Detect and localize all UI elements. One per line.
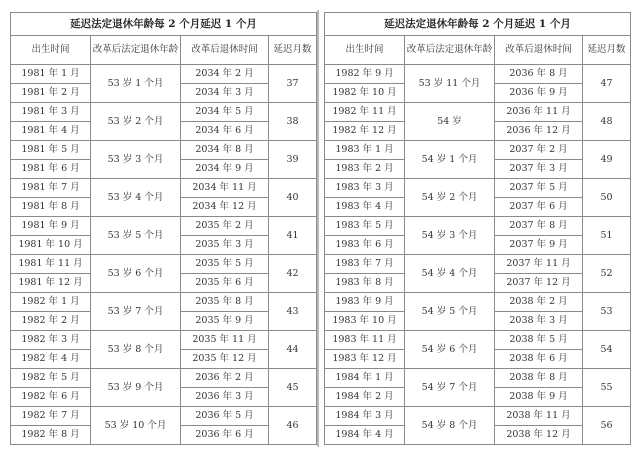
retirement-time-cell: 2038 年 6 月 (495, 350, 583, 369)
retirement-time-cell: 2038 年 5 月 (495, 331, 583, 350)
retirement-age-cell: 54 岁 6 个月 (405, 331, 495, 369)
birth-time-cell: 1982 年 4 月 (11, 350, 91, 369)
retirement-age-cell: 53 岁 8 个月 (91, 331, 181, 369)
table-row (11, 369, 317, 388)
birth-time-cell: 1981 年 5 月 (11, 141, 91, 160)
birth-time-cell: 1982 年 8 月 (11, 426, 91, 445)
retirement-age-cell: 54 岁 4 个月 (405, 255, 495, 293)
birth-time-cell: 1983 年 5 月 (325, 217, 405, 236)
retirement-time-cell: 2035 年 3 月 (181, 236, 269, 255)
center-divider (317, 10, 319, 447)
table-row (11, 331, 317, 350)
retirement-time-cell: 2038 年 3 月 (495, 312, 583, 331)
table-row (325, 255, 631, 274)
retirement-time-cell: 2037 年 2 月 (495, 141, 583, 160)
table-row (11, 255, 317, 274)
retirement-table (10, 12, 317, 445)
retirement-age-cell: 54 岁 (405, 103, 495, 141)
table-row (11, 293, 317, 312)
delay-months-cell: 50 (583, 179, 631, 217)
table-row (11, 103, 317, 122)
delay-months-cell: 54 (583, 331, 631, 369)
birth-time-cell: 1983 年 12 月 (325, 350, 405, 369)
birth-time-cell: 1983 年 2 月 (325, 160, 405, 179)
retirement-age-cell: 53 岁 3 个月 (91, 141, 181, 179)
retirement-time-cell: 2036 年 12 月 (495, 122, 583, 141)
birth-time-cell: 1982 年 1 月 (11, 293, 91, 312)
retirement-age-cell: 53 岁 9 个月 (91, 369, 181, 407)
delay-months-cell: 44 (269, 331, 317, 369)
retirement-age-cell: 53 岁 11 个月 (405, 65, 495, 103)
retirement-age-cell: 54 岁 5 个月 (405, 293, 495, 331)
birth-time-cell: 1981 年 1 月 (11, 65, 91, 84)
header-birth-time: 出生时间 (325, 36, 405, 65)
retirement-time-cell: 2038 年 9 月 (495, 388, 583, 407)
retirement-time-cell: 2038 年 12 月 (495, 426, 583, 445)
birth-time-cell: 1983 年 4 月 (325, 198, 405, 217)
retirement-time-cell: 2034 年 6 月 (181, 122, 269, 141)
retirement-age-cell: 53 岁 6 个月 (91, 255, 181, 293)
retirement-time-cell: 2038 年 2 月 (495, 293, 583, 312)
birth-time-cell: 1983 年 10 月 (325, 312, 405, 331)
birth-time-cell: 1984 年 4 月 (325, 426, 405, 445)
delay-months-cell: 47 (583, 65, 631, 103)
delay-months-cell: 53 (583, 293, 631, 331)
delay-months-cell: 51 (583, 217, 631, 255)
retirement-time-cell: 2036 年 2 月 (181, 369, 269, 388)
retirement-time-cell: 2036 年 8 月 (495, 65, 583, 84)
delay-months-cell: 48 (583, 103, 631, 141)
birth-time-cell: 1983 年 1 月 (325, 141, 405, 160)
table-row (325, 369, 631, 388)
retirement-time-cell: 2034 年 8 月 (181, 141, 269, 160)
left-table-panel (10, 12, 316, 445)
retirement-age-cell: 54 岁 3 个月 (405, 217, 495, 255)
delay-months-cell: 45 (269, 369, 317, 407)
birth-time-cell: 1981 年 2 月 (11, 84, 91, 103)
birth-time-cell: 1981 年 11 月 (11, 255, 91, 274)
retirement-table (324, 12, 631, 445)
table-row (11, 141, 317, 160)
delay-months-cell: 52 (583, 255, 631, 293)
retirement-time-cell: 2037 年 3 月 (495, 160, 583, 179)
table-row (11, 407, 317, 426)
retirement-time-cell: 2037 年 12 月 (495, 274, 583, 293)
table-title: 延迟法定退休年龄每 2 个月延迟 1 个月 (324, 12, 631, 35)
delay-months-cell: 43 (269, 293, 317, 331)
birth-time-cell: 1981 年 4 月 (11, 122, 91, 141)
delay-months-cell: 56 (583, 407, 631, 445)
birth-time-cell: 1981 年 6 月 (11, 160, 91, 179)
birth-time-cell: 1982 年 3 月 (11, 331, 91, 350)
birth-time-cell: 1982 年 11 月 (325, 103, 405, 122)
retirement-age-cell: 54 岁 2 个月 (405, 179, 495, 217)
delay-months-cell: 49 (583, 141, 631, 179)
retirement-age-cell: 53 岁 7 个月 (91, 293, 181, 331)
retirement-age-cell: 53 岁 10 个月 (91, 407, 181, 445)
table-title: 延迟法定退休年龄每 2 个月延迟 1 个月 (10, 12, 317, 35)
birth-time-cell: 1983 年 9 月 (325, 293, 405, 312)
birth-time-cell: 1983 年 8 月 (325, 274, 405, 293)
table-row (325, 65, 631, 84)
birth-time-cell: 1982 年 5 月 (11, 369, 91, 388)
header-retirement-time: 改革后退休时间 (181, 36, 269, 65)
delay-months-cell: 42 (269, 255, 317, 293)
retirement-time-cell: 2034 年 3 月 (181, 84, 269, 103)
retirement-time-cell: 2037 年 11 月 (495, 255, 583, 274)
birth-time-cell: 1984 年 1 月 (325, 369, 405, 388)
birth-time-cell: 1982 年 9 月 (325, 65, 405, 84)
retirement-time-cell: 2035 年 11 月 (181, 331, 269, 350)
retirement-age-cell: 53 岁 4 个月 (91, 179, 181, 217)
birth-time-cell: 1983 年 3 月 (325, 179, 405, 198)
delay-months-cell: 40 (269, 179, 317, 217)
retirement-time-cell: 2034 年 11 月 (181, 179, 269, 198)
birth-time-cell: 1983 年 11 月 (325, 331, 405, 350)
retirement-time-cell: 2037 年 6 月 (495, 198, 583, 217)
retirement-time-cell: 2035 年 5 月 (181, 255, 269, 274)
header-row (11, 36, 317, 65)
delay-months-cell: 41 (269, 217, 317, 255)
delay-months-cell: 37 (269, 65, 317, 103)
delay-months-cell: 38 (269, 103, 317, 141)
retirement-age-cell: 53 岁 5 个月 (91, 217, 181, 255)
birth-time-cell: 1982 年 2 月 (11, 312, 91, 331)
birth-time-cell: 1984 年 3 月 (325, 407, 405, 426)
header-row (325, 36, 631, 65)
birth-time-cell: 1981 年 3 月 (11, 103, 91, 122)
retirement-age-cell: 54 岁 1 个月 (405, 141, 495, 179)
header-delay-months: 延迟月数 (269, 36, 317, 65)
header-retirement-time: 改革后退休时间 (495, 36, 583, 65)
birth-time-cell: 1981 年 7 月 (11, 179, 91, 198)
table-body (11, 65, 317, 445)
table-row (325, 407, 631, 426)
delay-months-cell: 46 (269, 407, 317, 445)
table-row (11, 65, 317, 84)
birth-time-cell: 1984 年 2 月 (325, 388, 405, 407)
retirement-time-cell: 2036 年 5 月 (181, 407, 269, 426)
birth-time-cell: 1983 年 7 月 (325, 255, 405, 274)
table-row (325, 103, 631, 122)
retirement-age-cell: 53 岁 1 个月 (91, 65, 181, 103)
retirement-time-cell: 2037 年 9 月 (495, 236, 583, 255)
table-row (325, 331, 631, 350)
birth-time-cell: 1981 年 9 月 (11, 217, 91, 236)
birth-time-cell: 1982 年 6 月 (11, 388, 91, 407)
birth-time-cell: 1982 年 12 月 (325, 122, 405, 141)
table-row (325, 179, 631, 198)
retirement-time-cell: 2037 年 5 月 (495, 179, 583, 198)
delay-months-cell: 55 (583, 369, 631, 407)
header-delay-months: 延迟月数 (583, 36, 631, 65)
retirement-time-cell: 2038 年 11 月 (495, 407, 583, 426)
retirement-time-cell: 2036 年 11 月 (495, 103, 583, 122)
table-row (325, 141, 631, 160)
retirement-time-cell: 2035 年 9 月 (181, 312, 269, 331)
header-birth-time: 出生时间 (11, 36, 91, 65)
table-row (11, 179, 317, 198)
birth-time-cell: 1982 年 7 月 (11, 407, 91, 426)
retirement-time-cell: 2035 年 6 月 (181, 274, 269, 293)
table-row (11, 217, 317, 236)
birth-time-cell: 1982 年 10 月 (325, 84, 405, 103)
header-retirement-age: 改革后法定退休年龄 (91, 36, 181, 65)
table-row (325, 217, 631, 236)
retirement-time-cell: 2035 年 12 月 (181, 350, 269, 369)
retirement-time-cell: 2035 年 8 月 (181, 293, 269, 312)
retirement-time-cell: 2036 年 6 月 (181, 426, 269, 445)
retirement-time-cell: 2035 年 2 月 (181, 217, 269, 236)
retirement-time-cell: 2036 年 9 月 (495, 84, 583, 103)
retirement-time-cell: 2037 年 8 月 (495, 217, 583, 236)
retirement-time-cell: 2034 年 12 月 (181, 198, 269, 217)
retirement-time-cell: 2038 年 8 月 (495, 369, 583, 388)
retirement-age-cell: 54 岁 7 个月 (405, 369, 495, 407)
retirement-time-cell: 2034 年 5 月 (181, 103, 269, 122)
table-body (325, 65, 631, 445)
right-table-panel (324, 12, 630, 445)
birth-time-cell: 1981 年 8 月 (11, 198, 91, 217)
retirement-time-cell: 2034 年 2 月 (181, 65, 269, 84)
birth-time-cell: 1981 年 12 月 (11, 274, 91, 293)
retirement-age-cell: 53 岁 2 个月 (91, 103, 181, 141)
retirement-age-cell: 54 岁 8 个月 (405, 407, 495, 445)
delay-months-cell: 39 (269, 141, 317, 179)
birth-time-cell: 1983 年 6 月 (325, 236, 405, 255)
retirement-time-cell: 2036 年 3 月 (181, 388, 269, 407)
birth-time-cell: 1981 年 10 月 (11, 236, 91, 255)
retirement-time-cell: 2034 年 9 月 (181, 160, 269, 179)
header-retirement-age: 改革后法定退休年龄 (405, 36, 495, 65)
table-row (325, 293, 631, 312)
